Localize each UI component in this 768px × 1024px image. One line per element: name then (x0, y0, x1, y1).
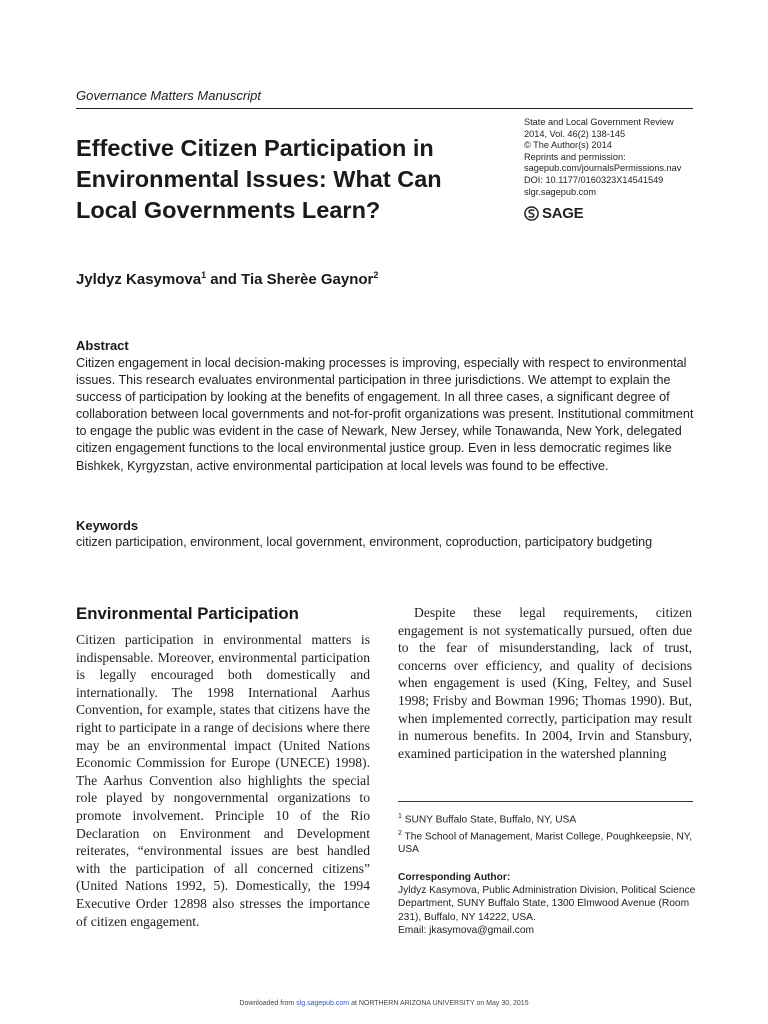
body-paragraph-right: Despite these legal requirements, citizen engagement is not systematically pursued, often due to the fear of misunderstanding, lack of trust, concerns over efficiency, and quality of decisions when engagement is used (King, Feltey, and Susel 1998; Frisby and Bowman 1996; Thomas 1990). But, when implemented correctly, participation may result in numerous benefits. In 2004, Irvin and Stansbury, examined participation in the watershed planning (398, 605, 692, 761)
doi-line[interactable]: DOI: 10.1177/0160323X14541549 (524, 174, 664, 185)
sage-emblem-icon (524, 206, 539, 221)
keywords-text: citizen participation, environment, local government, environment, coproduction, participatory budgeting (76, 535, 653, 549)
author-conjunction: and (206, 271, 242, 288)
journal-section-label: Governance Matters Manuscript (76, 88, 261, 103)
abstract-heading: Abstract (76, 338, 129, 353)
journal-name: State and Local Government Review (524, 117, 674, 127)
journal-volume: 2014, Vol. 46(2) 138-145 (524, 128, 626, 139)
permissions-link[interactable]: sagepub.com/journalsPermissions.nav (524, 163, 682, 174)
sage-logo-text: SAGE (542, 205, 584, 222)
author-list (76, 270, 378, 288)
footer-suffix: at NORTHERN ARIZONA UNIVERSITY on May 30, 2015 (349, 1000, 529, 1007)
footer-prefix: Downloaded from (239, 1000, 297, 1007)
footnote-marker: 1 (398, 813, 402, 820)
corresponding-author-address: Jyldyz Kasymova, Public Administration Division, Political Science Department, SUNY Buffalo State, 1300 Elmwood Avenue (Room 231), Buffalo, NY 14222, USA. (398, 884, 696, 923)
section-heading: Environmental Participation (76, 604, 299, 623)
footnote-text: The School of Management, Marist College, Poughkeepsie, NY, USA (398, 831, 693, 856)
author-name: Tia Sherèe Gaynor (241, 271, 374, 288)
keywords-heading: Keywords (76, 518, 139, 533)
footnote-text: SUNY Buffalo State, Buffalo, NY, USA (401, 814, 577, 826)
body-paragraph-left: Citizen participation in environmental matters is indispensable. Moreover, environmental participation is legally encouraged both domestically and internationally. The 1998 International Aarhus Convention, for example, states that citizens have the right to participate in a range of decisions where there may be an environmental impact (United Nations Economic Commission for Europe (UNECE) 1998). The Aarhus Convention also highlights the special role played by nongovernmental organizations to promote involvement. Principle 10 of the Rio Declaration on Environment and Development reiterates, “environmental issues are best handled with the participation of all concerned citizens” (United Nations 1992, 5). Domestically, the 1994 Executive Order 12898 also stresses the importance of citizen engagement. (76, 632, 370, 929)
corresponding-author-email[interactable]: Email: jkasymova@gmail.com (398, 924, 535, 936)
footnotes (398, 810, 698, 937)
copyright-line: © The Author(s) 2014 (524, 140, 612, 151)
journal-url[interactable]: slgr.sagepub.com (524, 186, 597, 197)
download-footer (0, 1000, 768, 1007)
abstract-text: Citizen engagement in local decision-making processes is improving, especially with respect to environmental issues. This research evaluates environmental participation in three jurisdictions. We attempt to explain the success of participation by looking at the benefits of engagement. In all three cases, a significant degree of collaboration between local governments and not-for-profit organizations was present. Institutional commitment to engage the public was evident in the case of Newark, New Jersey, while Tonawanda, New York, delegated citizen engagement functions to the local environmental justice group. Even in less democratic regimes like Bishkek, Kyrgyzstan, active environmental participation at local levels was found to be effective. (76, 356, 694, 473)
sage-logo (524, 205, 583, 222)
footnote-affiliation-2 (398, 827, 698, 857)
affiliation-marker: 1 (201, 270, 207, 280)
article-title: Effective Citizen Participation in Environmental Issues: What Can Local Governments Learn? (76, 135, 442, 223)
journal-metadata (524, 117, 724, 198)
reprints-line: Reprints and permission: (524, 151, 626, 162)
header-divider (76, 108, 693, 109)
corresponding-author-heading: Corresponding Author: (398, 871, 511, 883)
footnote-divider (398, 801, 693, 802)
affiliation-marker: 2 (373, 270, 379, 280)
footer-source-link[interactable]: slg.sagepub.com (296, 1000, 350, 1007)
footnote-marker: 2 (398, 829, 402, 837)
author-name: Jyldyz Kasymova (76, 271, 202, 288)
footnote-affiliation-1 (398, 810, 698, 827)
